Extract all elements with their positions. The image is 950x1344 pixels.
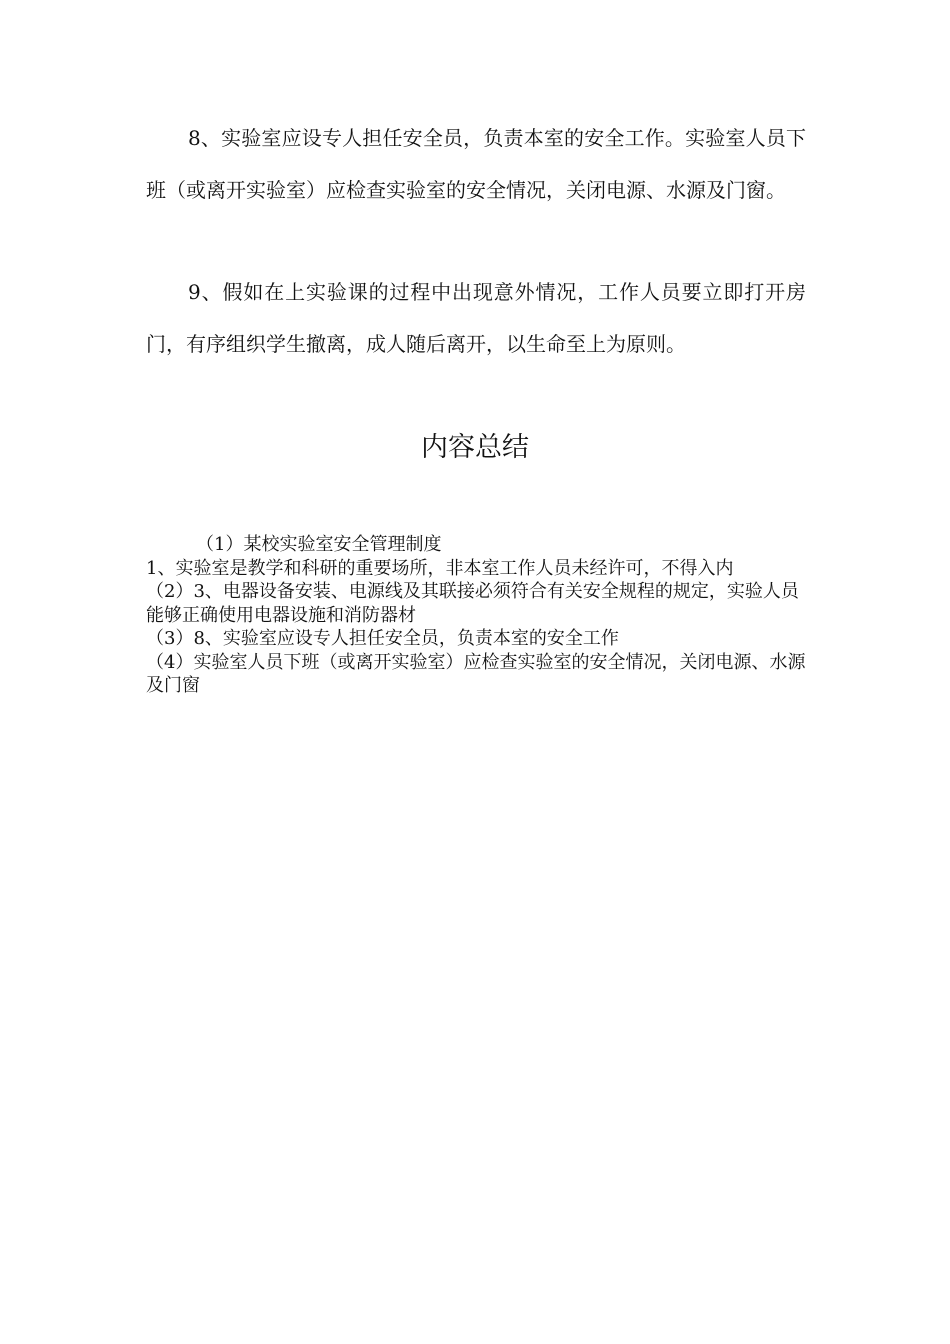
paragraph-8: 8、实验室应设专人担任安全员，负责本室的安全工作。实验室人员下班（或离开实验室）应检查实验室的安全情况，关闭电源、水源及门窗。 <box>146 126 806 202</box>
paragraph-9: 9、假如在上实验课的过程中出现意外情况，工作人员要立即打开房门，有序组织学生撤离，成人随后离开，以生命至上为原则。 <box>146 280 806 356</box>
summary-line-5: （4）实验室人员下班（或离开实验室）应检查实验室的安全情况，关闭电源、水源及门窗 <box>146 651 806 696</box>
summary-title: 内容总结 <box>421 432 529 463</box>
summary-line-3: （2）3、电器设备安装、电源线及其联接必须符合有关安全规程的规定，实验人员能够正确使用电器设施和消防器材 <box>146 581 799 626</box>
summary-line-1: （1）某校实验室安全管理制度 <box>196 534 442 555</box>
summary-line-4: （3）8、实验室应设专人担任安全员，负责本室的安全工作 <box>146 628 619 649</box>
summary-list <box>146 533 806 698</box>
summary-line-2: 1、实验室是教学和科研的重要场所，非本室工作人员未经许可，不得入内 <box>146 557 734 579</box>
